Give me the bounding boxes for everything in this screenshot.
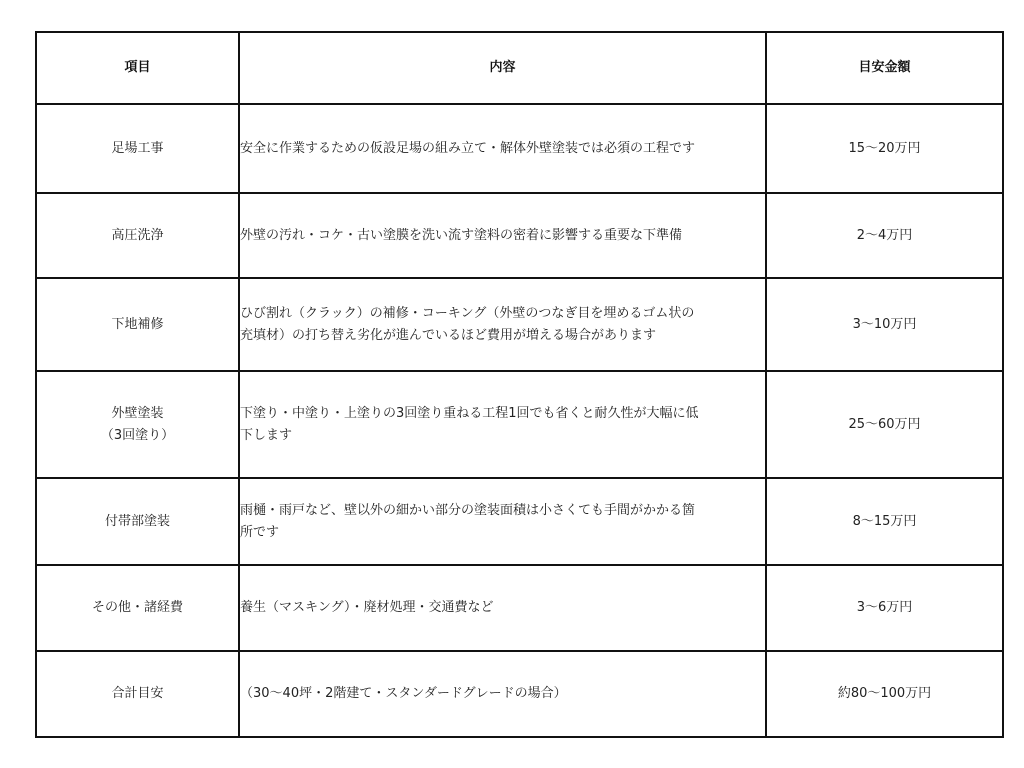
price-cell: 25〜60万円	[766, 371, 1003, 478]
content-text: 所です	[240, 524, 280, 540]
price-cell: 2〜4万円	[766, 193, 1003, 278]
item-label: 外壁塗装	[111, 405, 164, 421]
item-sublabel: （3回塗り）	[100, 427, 175, 443]
table-row	[36, 565, 1003, 651]
item-cell	[36, 104, 239, 193]
header-row	[36, 32, 1003, 104]
content-text: 下します	[240, 427, 293, 443]
table-row	[36, 278, 1003, 371]
price-cell: 3〜6万円	[766, 565, 1003, 651]
item-label: 足場工事	[111, 140, 164, 156]
content-cell	[239, 565, 766, 651]
item-cell	[36, 478, 239, 565]
price-cell: 3〜10万円	[766, 278, 1003, 371]
table-row	[36, 478, 1003, 565]
header-content: 内容	[239, 32, 766, 104]
item-label: 下地補修	[111, 316, 164, 332]
content-cell	[239, 371, 766, 478]
content-text: 養生（マスキング）・廃材処理・交通費など	[240, 600, 494, 615]
item-cell	[36, 193, 239, 278]
content-text: 外壁の汚れ・コケ・古い塗膜を洗い流す塗料の密着に影響する重要な下準備	[240, 227, 683, 243]
content-text: 雨樋・雨戸など、壁以外の細かい部分の塗装面積は小さくても手間がかかる箇	[240, 502, 696, 518]
cost-table	[35, 31, 1004, 738]
content-cell	[239, 193, 766, 278]
price-cell: 8〜15万円	[766, 478, 1003, 565]
content-text: 充填材）の打ち替え劣化が進んでいるほど費用が増える場合があります	[240, 327, 657, 343]
content-text: ひび割れ（クラック）の補修・コーキング（外壁のつなぎ目を埋めるゴム状の	[240, 305, 695, 321]
content-cell	[239, 478, 766, 565]
item-cell	[36, 371, 239, 478]
content-cell	[239, 104, 766, 193]
item-label: 付帯部塗装	[104, 513, 170, 529]
item-cell	[36, 565, 239, 651]
content-cell	[239, 278, 766, 371]
table-row	[36, 104, 1003, 193]
item-cell	[36, 278, 239, 371]
table-row	[36, 651, 1003, 737]
item-label: その他・諸経費	[91, 600, 183, 615]
content-text: 安全に作業するための仮設足場の組み立て・解体外壁塗装では必須の工程です	[240, 140, 696, 156]
header-item: 項目	[36, 32, 239, 104]
content-text: （30〜40坪・2階建て・スタンダードグレードの場合）	[240, 686, 567, 701]
item-label: 合計目安	[111, 686, 164, 701]
header-price: 目安金額	[766, 32, 1003, 104]
content-cell	[239, 651, 766, 737]
table-row	[36, 371, 1003, 478]
item-label: 高圧洗浄	[111, 227, 164, 243]
item-cell	[36, 651, 239, 737]
table-row	[36, 193, 1003, 278]
price-cell: 15〜20万円	[766, 104, 1003, 193]
content-text: 下塗り・中塗り・上塗りの3回塗り重ねる工程1回でも省くと耐久性が大幅に低	[240, 405, 699, 421]
price-cell: 約80〜100万円	[766, 651, 1003, 737]
